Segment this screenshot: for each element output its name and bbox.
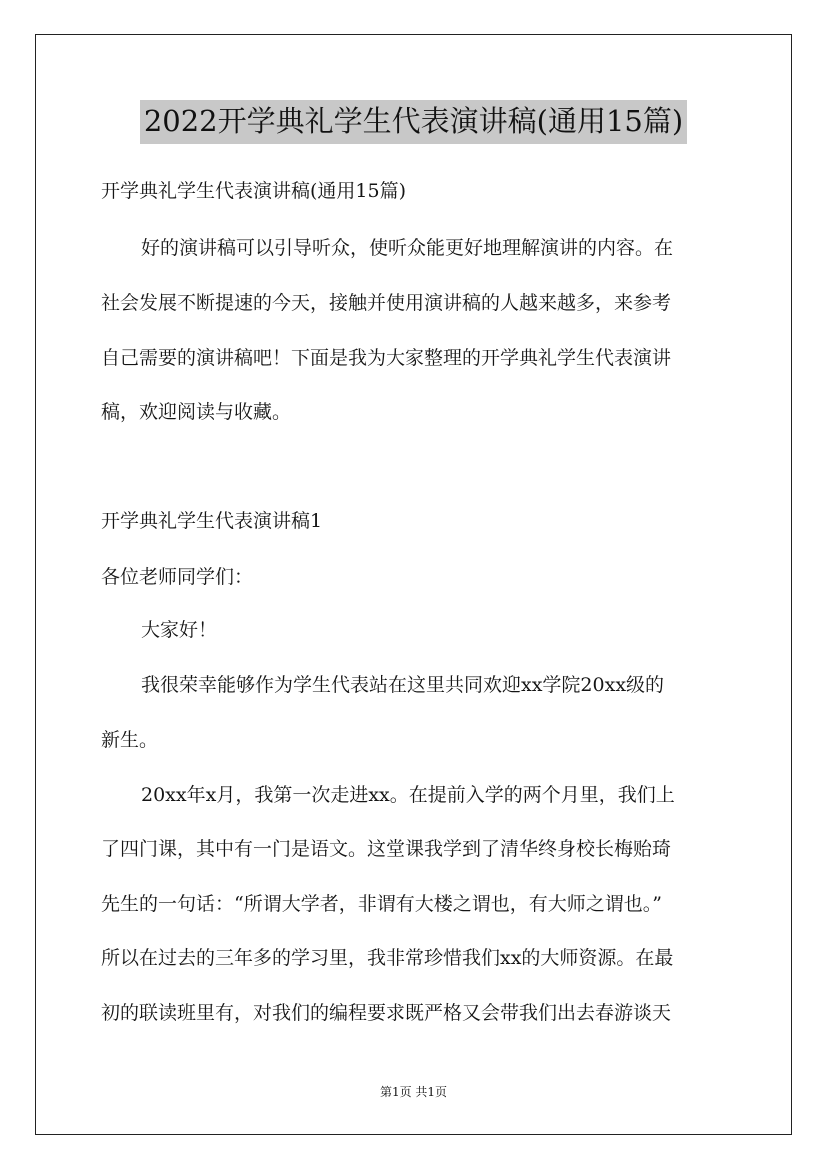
paragraph-line: 初的联读班里有，对我们的编程要求既严格又会带我们出去春游谈天	[101, 1002, 672, 1024]
document-subtitle: 开学典礼学生代表演讲稿(通用15篇)	[101, 180, 407, 202]
greeting: 大家好！	[141, 619, 218, 641]
title-container	[0, 100, 827, 144]
paragraph-line: 新生。	[101, 729, 159, 751]
page-footer: 第1页 共1页	[379, 1085, 448, 1099]
intro-line: 稿，欢迎阅读与收藏。	[101, 401, 292, 423]
paragraph-line: 了四门课，其中有一门是语文。这堂课我学到了清华终身校长梅贻琦	[101, 838, 672, 860]
paragraph-line: 我很荣幸能够作为学生代表站在这里共同欢迎xx学院20xx级的	[141, 674, 665, 696]
section-heading: 开学典礼学生代表演讲稿1	[101, 510, 323, 532]
intro-line: 自己需要的演讲稿吧！下面是我为大家整理的开学典礼学生代表演讲	[101, 347, 672, 369]
paragraph-line: 20xx年x月，我第一次走进xx。在提前入学的两个月里，我们上	[141, 784, 675, 806]
intro-line: 社会发展不断提速的今天，接触并使用演讲稿的人越来越多，来参考	[101, 292, 672, 314]
paragraph-line: 先生的一句话：“所谓大学者，非谓有大楼之谓也，有大师之谓也。”	[101, 893, 662, 915]
salutation: 各位老师同学们：	[101, 566, 254, 588]
document-title: 2022开学典礼学生代表演讲稿(通用15篇)	[140, 100, 687, 144]
paragraph-line: 所以在过去的三年多的学习里，我非常珍惜我们xx的大师资源。在最	[101, 947, 674, 969]
intro-line: 好的演讲稿可以引导听众，使听众能更好地理解演讲的内容。在	[141, 237, 674, 259]
